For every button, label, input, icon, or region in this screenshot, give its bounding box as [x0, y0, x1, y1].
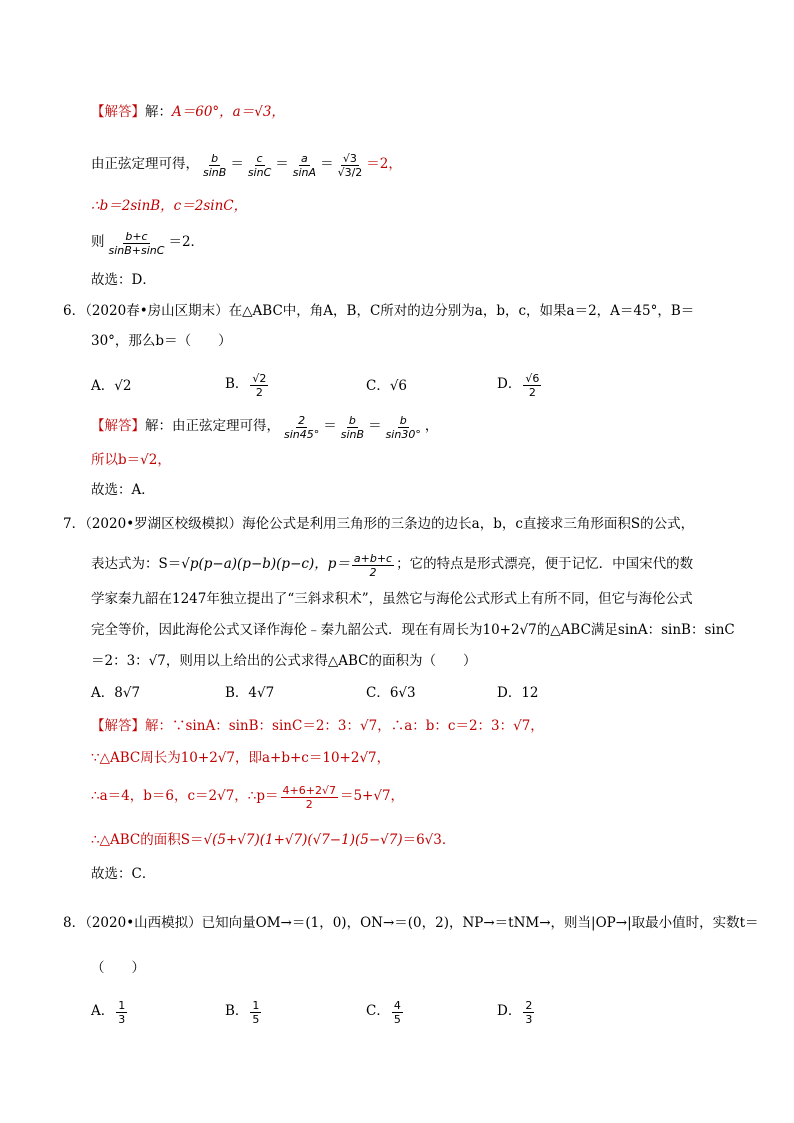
- q5-answer-line3: ∴b＝2sinB，c＝2sinC，: [91, 198, 248, 214]
- q6-ans-frac-2: $\frac{b}{\sin B}$: [340, 413, 365, 441]
- q8-option-b[interactable]: B． $\frac{1}{5}$: [225, 998, 260, 1026]
- q5-law-frac-4: $\frac{√3}{√3/2}$: [337, 151, 363, 179]
- q6-stem-line2: 30°，那么b＝（ ）: [91, 333, 232, 349]
- q5-answer-line4: [91, 226, 204, 260]
- q6-answer-line1: 【解答】 解：由正弦定理可得， $\frac{2}{\sin 45^\circ}$ ＝ $\frac{b}{\sin B}$ ＝ $\frac{b}{\sin 30^\circ}$ ，: [91, 413, 439, 441]
- q5-choose-text: 故选：D．: [91, 272, 156, 288]
- q7-area-formula: √(5+√7)(1+√7)(√7−1)(5−√7): [203, 832, 403, 849]
- q5-law-result: ＝2，: [366, 156, 402, 173]
- q6-option-c[interactable]: C．√6: [366, 378, 408, 395]
- q6-option-a[interactable]: A．√2: [91, 378, 132, 395]
- q6-answer-line2: 所以b＝√2，: [91, 452, 171, 468]
- q6-ans-frac-3: $\frac{b}{\sin 30^\circ}$: [385, 413, 421, 441]
- q8-option-c-frac: $\frac{4}{5}$: [393, 998, 401, 1026]
- q6-choose: 故选：A．: [91, 482, 155, 498]
- q5-law-frac-3: $\frac{a}{\sin A}$: [292, 151, 317, 179]
- q5-law-prefix: 由正弦定理可得，: [91, 156, 199, 173]
- q7-stem-line4: 完全等价，因此海伦公式又译作海伦﹣秦九韶公式．现在有周长为10+2√7的△ABC满足sinA：sinB：sinC: [91, 622, 735, 638]
- q7-stem-line2: 表达式为：S＝ √p(p−a)(p−b)(p−c) ，p＝ $\frac{a+b+c}{2}$ ；它的特点是形式漂亮，便于记忆．中国宋代的数: [91, 551, 694, 579]
- q7-stem-line5: ＝2：3：√7，则用以上给出的公式求得△ABC的面积为（ ）: [91, 653, 477, 669]
- q6-answer-prefix: 解：由正弦定理可得，: [145, 418, 280, 435]
- q8-option-d[interactable]: D． $\frac{2}{3}$: [497, 998, 533, 1026]
- q7-answer-tag: 【解答】: [91, 718, 145, 734]
- q7-ans3-frac: $\frac{4+6+2√7}{2}$: [282, 783, 336, 811]
- q5-answer-line2: 由正弦定理可得， $\frac{b}{\sin B}$ ＝ $\frac{c}{\sin C}$ ＝ $\frac{a}{\sin A}$ ＝ $\frac{√3}{√3/2}$ ＝2，: [91, 151, 402, 179]
- q7-option-c[interactable]: C．6√3: [366, 685, 416, 701]
- q7-option-b[interactable]: B．4√7: [225, 685, 275, 701]
- q5-given: A＝60°，a＝√3，: [172, 104, 285, 120]
- q5-answer-tag: 【解答】: [91, 104, 145, 120]
- q7-answer-line1: [91, 720, 544, 734]
- q6-ans-frac-1: $\frac{2}{\sin 45^\circ}$: [284, 413, 320, 441]
- q5-law-frac-1: $\frac{b}{\sin B}$: [203, 151, 227, 179]
- q7-stem-line3: 学家秦九韶在1247年独立提出了“三斜求积术”，虽然它与海伦公式形式上有所不同，但它与海伦公式: [91, 591, 693, 607]
- q5-answer-line1: [91, 106, 285, 120]
- q7-stem-line1: 7．（2020•罗湖区校级模拟）海伦公式是利用三角形的三条边的边长a，b，c直接求三角形面积S的公式，: [63, 516, 695, 532]
- q8-option-a-frac: $\frac{1}{3}$: [118, 998, 126, 1026]
- q8-option-c[interactable]: C． $\frac{4}{5}$: [366, 998, 401, 1026]
- q7-answer-line2: ∵△ABC周长为10+2√7，即a+b+c＝10+2√7，: [91, 750, 391, 766]
- q7-choose: 故选：C．: [91, 866, 156, 882]
- q5-line4-result: ＝2．: [168, 234, 205, 251]
- q8-stem-line1: 8．（2020•山西模拟）已知向量OM→＝(1，0)，ON→＝(0，2)，NP→＝tNM→，则当|OP→|取最小值时，实数t＝: [63, 915, 759, 931]
- q5-line4-frac: $\frac{b+c}{\sin B+\sin C}$: [108, 229, 165, 257]
- q7-answer-line4: ∴△ABC的面积S＝ √(5+√7)(1+√7)(√7−1)(5−√7) ＝6√3．: [91, 832, 456, 849]
- q6-option-b-frac: $\frac{√2}{2}$: [252, 371, 267, 399]
- q5-law-frac-2: $\frac{c}{\sin C}$: [247, 151, 272, 179]
- q6-answer-tag: 【解答】: [91, 418, 145, 435]
- q7-option-a[interactable]: A．8√7: [91, 685, 141, 701]
- q6-option-d[interactable]: D． $\frac{√6}{2}$: [497, 371, 540, 399]
- q8-option-a[interactable]: A． $\frac{1}{3}$: [91, 998, 126, 1026]
- q6-stem-line1: 6．（2020春•房山区期末）在△ABC中，角A，B，C所对的边分别为a，b，c，如果a＝2，A＝45°，B＝: [63, 303, 695, 319]
- q6-option-b[interactable]: B． $\frac{√2}{2}$: [225, 371, 267, 399]
- q8-option-d-frac: $\frac{2}{3}$: [525, 998, 533, 1026]
- q7-heron-formula: √p(p−a)(p−b)(p−c): [181, 556, 315, 573]
- q6-option-d-frac: $\frac{√6}{2}$: [525, 371, 540, 399]
- q5-answer-intro: 解：: [145, 104, 172, 120]
- q7-answer-line3: ∴a＝4，b＝6，c＝2√7，∴p＝ $\frac{4+6+2√7}{2}$ ＝5+√7，: [91, 783, 405, 811]
- q8-stem-line2: （ ）: [91, 960, 145, 976]
- q5-line4-prefix: 则: [91, 234, 105, 251]
- q8-option-b-frac: $\frac{1}{5}$: [252, 998, 260, 1026]
- q7-answer-text-1: 解：∵sinA：sinB：sinC＝2：3：√7，∴a：b：c＝2：3：√7，: [145, 718, 544, 734]
- q5-choose: [91, 274, 156, 288]
- q7-p-frac: $\frac{a+b+c}{2}$: [353, 551, 393, 579]
- q7-option-d[interactable]: D．12: [497, 685, 539, 701]
